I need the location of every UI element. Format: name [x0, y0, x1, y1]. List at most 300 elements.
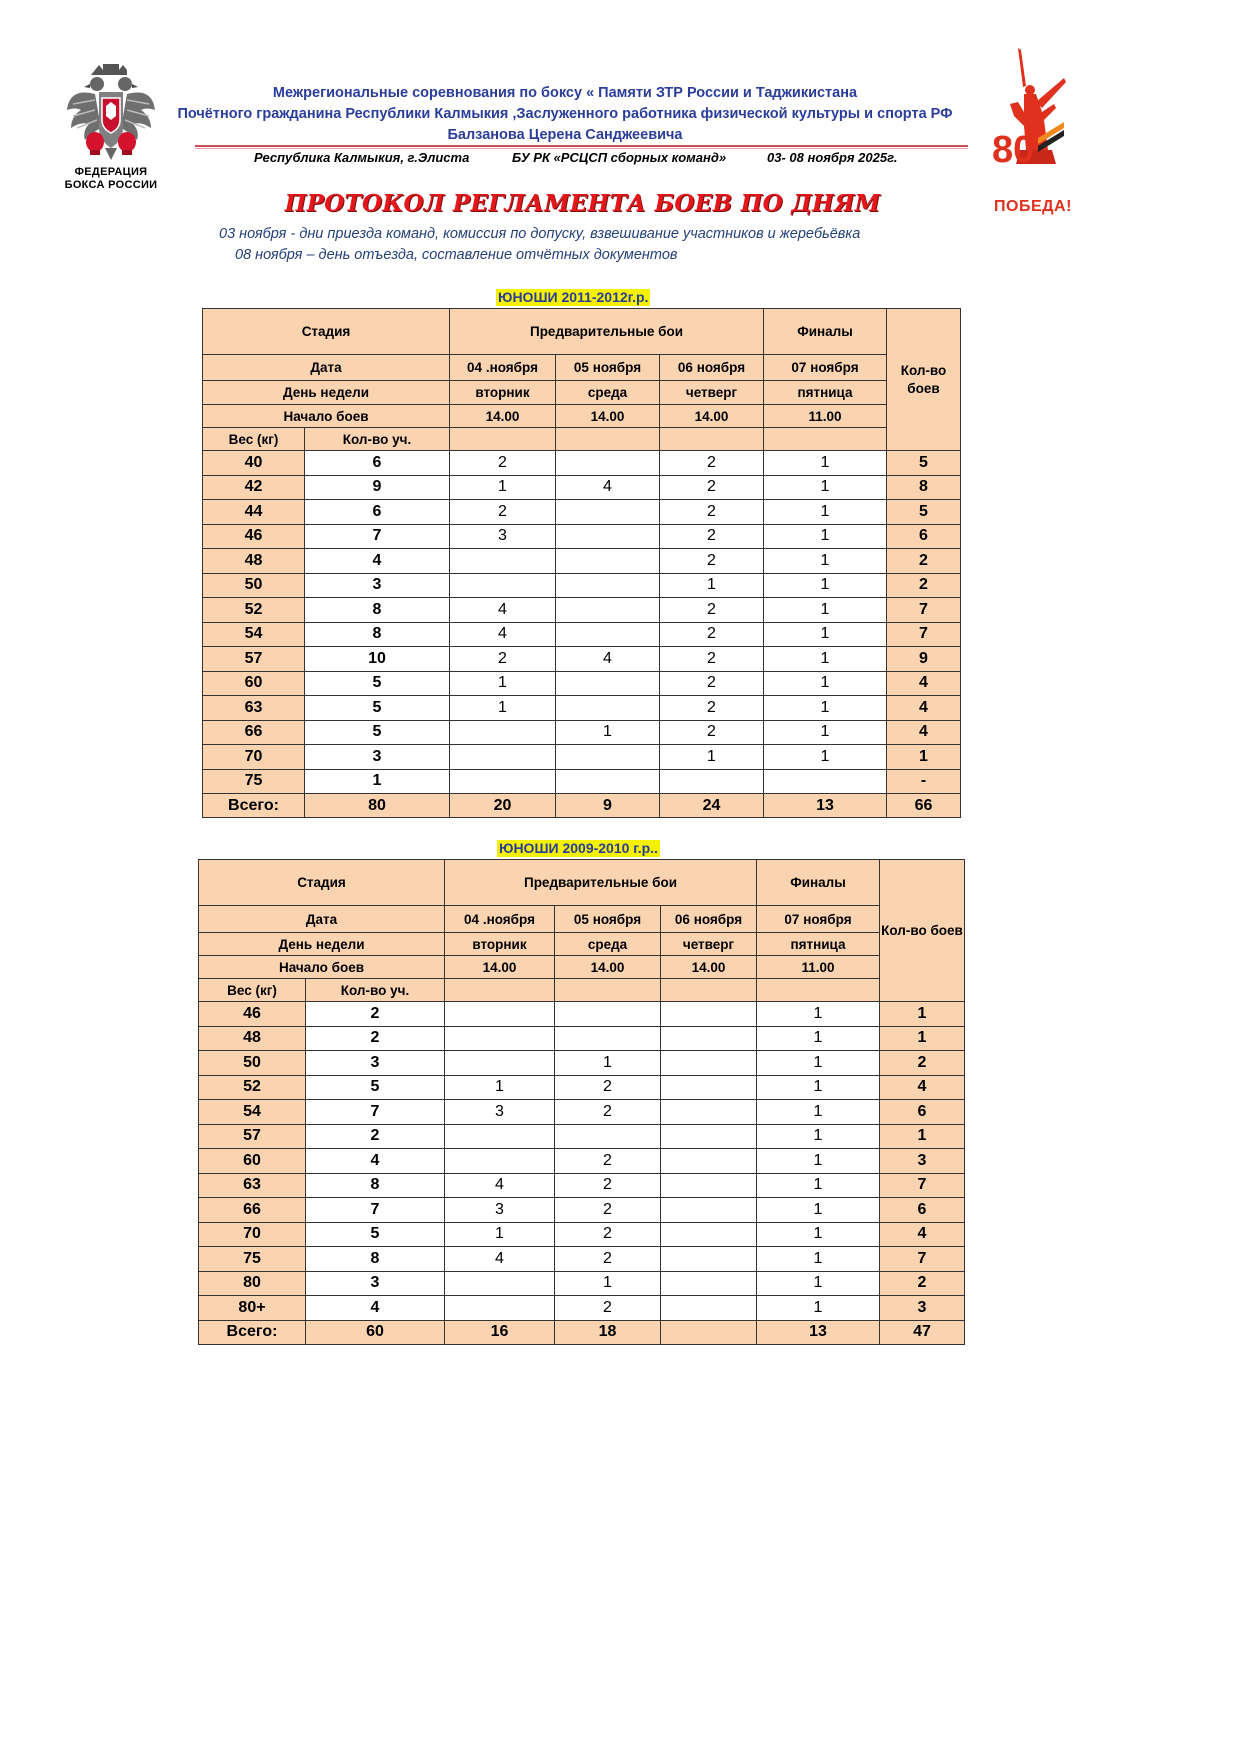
start-cell: 14.00: [660, 405, 764, 428]
day3-fights-cell: [661, 1173, 757, 1198]
header-line-3: Балзанова Церена Санджеевича: [447, 127, 683, 143]
day2-fights-cell: [556, 549, 660, 574]
finals-fights-cell: 1: [764, 598, 887, 623]
column-label-row: [199, 979, 965, 1002]
day2-fights-cell: 2: [555, 1075, 661, 1100]
finals-fights-cell: 1: [764, 475, 887, 500]
table-row: [203, 573, 961, 598]
note-arrival: 03 ноября - дни приезда команд, комиссия по допуску, взвешивание участников и жеребьёвка: [219, 226, 861, 242]
finals-header: Финалы: [764, 309, 887, 355]
participants-cell: 6: [305, 451, 450, 476]
fights-total-cell: 7: [887, 598, 961, 623]
motherland-statue-icon: [990, 46, 1070, 196]
date-cell: 04 .ноября: [445, 906, 555, 933]
finals-fights-cell: 1: [757, 1124, 880, 1149]
day1-fights-cell: 1: [445, 1222, 555, 1247]
participants-cell: 4: [306, 1149, 445, 1174]
table-row: [203, 622, 961, 647]
victory-80-badge: [990, 46, 1072, 215]
start-cell: 14.00: [445, 956, 555, 979]
day3-fights-cell: [661, 1296, 757, 1321]
table-body: [199, 1002, 965, 1321]
participants-cell: 6: [305, 500, 450, 525]
weight-cell: 70: [199, 1222, 306, 1247]
table-body: [203, 451, 961, 794]
weight-cell: 80: [199, 1271, 306, 1296]
fights-total-cell: 7: [880, 1247, 965, 1272]
fights-total-cell: 6: [887, 524, 961, 549]
weekday-cell: пятница: [764, 381, 887, 405]
table-row: [203, 769, 961, 794]
fights-total-cell: 8: [887, 475, 961, 500]
total-cell: 13: [757, 1320, 880, 1344]
stage-header: Стадия: [199, 860, 445, 906]
finals-fights-cell: 1: [764, 696, 887, 721]
day3-fights-cell: 2: [660, 598, 764, 623]
total-label: Всего:: [203, 794, 305, 818]
date-row: [203, 355, 961, 381]
finals-fights-cell: 1: [764, 745, 887, 770]
day3-fights-cell: 2: [660, 647, 764, 672]
fights-total-cell: 4: [887, 720, 961, 745]
start-time-row: [199, 956, 965, 979]
fights-total-cell: 1: [880, 1026, 965, 1051]
participants-cell: 8: [306, 1247, 445, 1272]
day2-fights-cell: [556, 622, 660, 647]
weight-cell: 75: [199, 1247, 306, 1272]
day2-fights-cell: 1: [555, 1271, 661, 1296]
date-cell: 07 ноября: [764, 355, 887, 381]
participants-cell: 7: [305, 524, 450, 549]
participants-cell: 3: [305, 573, 450, 598]
participants-label: Кол-во уч.: [305, 428, 450, 451]
table-row: [203, 671, 961, 696]
day3-fights-cell: 2: [660, 451, 764, 476]
day2-fights-cell: [556, 573, 660, 598]
weight-cell: 75: [203, 769, 305, 794]
day3-fights-cell: 2: [660, 549, 764, 574]
day2-fights-cell: 2: [555, 1149, 661, 1174]
fights-total-cell: 2: [887, 549, 961, 574]
totals-row: [199, 1320, 965, 1344]
table-row: [199, 1124, 965, 1149]
finals-fights-cell: 1: [764, 573, 887, 598]
weight-cell: 66: [199, 1198, 306, 1223]
participants-cell: 3: [305, 745, 450, 770]
weight-cell: 57: [199, 1124, 306, 1149]
table-row: [199, 1075, 965, 1100]
total-cell: 13: [764, 794, 887, 818]
day1-fights-cell: [450, 745, 556, 770]
weight-cell: 42: [203, 475, 305, 500]
day1-fights-cell: 3: [445, 1100, 555, 1125]
day1-fights-cell: [450, 573, 556, 598]
fights-count-header: Кол-во боев: [887, 309, 961, 451]
day3-fights-cell: [660, 769, 764, 794]
day3-fights-cell: 1: [660, 745, 764, 770]
day3-fights-cell: 2: [660, 500, 764, 525]
weekday-cell: среда: [556, 381, 660, 405]
day2-fights-cell: [556, 500, 660, 525]
day1-fights-cell: 4: [450, 622, 556, 647]
header-divider: [195, 145, 968, 147]
fights-total-cell: 3: [880, 1149, 965, 1174]
participants-cell: 2: [306, 1124, 445, 1149]
day3-fights-cell: [661, 1198, 757, 1223]
total-cell: 47: [880, 1320, 965, 1344]
date-cell: 05 ноября: [556, 355, 660, 381]
day2-fights-cell: [555, 1124, 661, 1149]
section-title-2009-2010: ЮНОШИ 2009-2010 г.р..: [499, 840, 658, 856]
finals-fights-cell: 1: [764, 451, 887, 476]
weight-cell: 52: [199, 1075, 306, 1100]
day1-fights-cell: [445, 1149, 555, 1174]
fights-total-cell: 1: [880, 1002, 965, 1027]
fights-count-header: Кол-во боев: [880, 860, 965, 1002]
fights-total-cell: 7: [880, 1173, 965, 1198]
total-cell: 60: [306, 1320, 445, 1344]
participants-cell: 5: [306, 1222, 445, 1247]
day1-fights-cell: [450, 720, 556, 745]
fights-total-cell: 3: [880, 1296, 965, 1321]
date-cell: 06 ноября: [660, 355, 764, 381]
weight-cell: 54: [199, 1100, 306, 1125]
finals-fights-cell: 1: [757, 1100, 880, 1125]
day2-fights-cell: [556, 769, 660, 794]
table-row: [203, 451, 961, 476]
weight-cell: 52: [203, 598, 305, 623]
start-cell: 11.00: [757, 956, 880, 979]
table-header-row: [199, 860, 965, 906]
day1-fights-cell: 2: [450, 647, 556, 672]
weekday-label: День недели: [199, 933, 445, 956]
fights-total-cell: 4: [887, 671, 961, 696]
day3-fights-cell: [661, 1075, 757, 1100]
day1-fights-cell: 2: [450, 451, 556, 476]
prelim-header: Предварительные бои: [445, 860, 757, 906]
table-header-row: [203, 309, 961, 355]
day1-fights-cell: 3: [445, 1198, 555, 1223]
weekday-cell: четверг: [661, 933, 757, 956]
finals-header: Финалы: [757, 860, 880, 906]
day3-fights-cell: 2: [660, 524, 764, 549]
table-row: [203, 696, 961, 721]
fights-total-cell: 6: [880, 1198, 965, 1223]
finals-fights-cell: 1: [764, 647, 887, 672]
participants-cell: 8: [305, 622, 450, 647]
prelim-header: Предварительные бои: [450, 309, 764, 355]
finals-fights-cell: 1: [757, 1051, 880, 1076]
day1-fights-cell: 3: [450, 524, 556, 549]
date-label: Дата: [203, 355, 450, 381]
table-row: [203, 720, 961, 745]
day1-fights-cell: [445, 1051, 555, 1076]
start-cell: 11.00: [764, 405, 887, 428]
weight-cell: 50: [203, 573, 305, 598]
weekday-cell: вторник: [445, 933, 555, 956]
participants-cell: 5: [305, 696, 450, 721]
table-row: [199, 1296, 965, 1321]
federation-logo: [62, 64, 160, 192]
finals-fights-cell: 1: [757, 1075, 880, 1100]
weight-label: Вес (кг): [203, 428, 305, 451]
schedule-table-2011-2012: [202, 308, 961, 818]
total-cell: 18: [555, 1320, 661, 1344]
finals-fights-cell: 1: [764, 524, 887, 549]
participants-cell: 2: [306, 1026, 445, 1051]
finals-fights-cell: 1: [764, 549, 887, 574]
day1-fights-cell: [445, 1271, 555, 1296]
day1-fights-cell: 4: [445, 1247, 555, 1272]
note-departure: 08 ноября – день отъезда, составление отчётных документов: [235, 247, 678, 263]
day3-fights-cell: 1: [660, 573, 764, 598]
date-row: [199, 906, 965, 933]
day2-fights-cell: 2: [555, 1198, 661, 1223]
day3-fights-cell: [661, 1247, 757, 1272]
day1-fights-cell: 1: [450, 671, 556, 696]
day2-fights-cell: 2: [555, 1173, 661, 1198]
start-cell: 14.00: [555, 956, 661, 979]
date-cell: 06 ноября: [661, 906, 757, 933]
table-row: [203, 598, 961, 623]
finals-fights-cell: 1: [757, 1198, 880, 1223]
total-label: Всего:: [199, 1320, 306, 1344]
weight-cell: 40: [203, 451, 305, 476]
participants-cell: 8: [305, 598, 450, 623]
table-row: [203, 500, 961, 525]
day3-fights-cell: [661, 1100, 757, 1125]
fights-total-cell: 4: [880, 1222, 965, 1247]
header-divider-thin: [195, 148, 968, 149]
weight-cell: 70: [203, 745, 305, 770]
participants-label: Кол-во уч.: [306, 979, 445, 1002]
day2-fights-cell: 2: [555, 1222, 661, 1247]
finals-fights-cell: 1: [764, 671, 887, 696]
location: Республика Калмыкия, г.Элиста: [254, 150, 470, 165]
table-row: [199, 1149, 965, 1174]
day2-fights-cell: [555, 1002, 661, 1027]
day2-fights-cell: 2: [555, 1296, 661, 1321]
participants-cell: 7: [306, 1100, 445, 1125]
schedule-table-2009-2010: [198, 859, 965, 1345]
day2-fights-cell: [555, 1026, 661, 1051]
total-cell: 16: [445, 1320, 555, 1344]
fights-total-cell: 1: [887, 745, 961, 770]
finals-fights-cell: 1: [757, 1149, 880, 1174]
table-row: [203, 524, 961, 549]
participants-cell: 2: [306, 1002, 445, 1027]
weight-cell: 48: [203, 549, 305, 574]
day1-fights-cell: [450, 769, 556, 794]
day3-fights-cell: [661, 1124, 757, 1149]
weight-cell: 80+: [199, 1296, 306, 1321]
day2-fights-cell: [556, 745, 660, 770]
table-row: [199, 1222, 965, 1247]
weekday-cell: вторник: [450, 381, 556, 405]
start-cell: 14.00: [450, 405, 556, 428]
fights-total-cell: 9: [887, 647, 961, 672]
weekday-cell: среда: [555, 933, 661, 956]
weight-cell: 54: [203, 622, 305, 647]
weekday-cell: четверг: [660, 381, 764, 405]
finals-fights-cell: 1: [764, 720, 887, 745]
day3-fights-cell: 2: [660, 475, 764, 500]
day2-fights-cell: 2: [555, 1247, 661, 1272]
day1-fights-cell: 4: [450, 598, 556, 623]
table-row: [199, 1002, 965, 1027]
day3-fights-cell: 2: [660, 720, 764, 745]
federation-name: ФЕДЕРАЦИЯ БОКСА РОССИИ: [64, 166, 158, 191]
total-cell: [661, 1320, 757, 1344]
fights-total-cell: 5: [887, 500, 961, 525]
date-label: Дата: [199, 906, 445, 933]
badge-word: ПОБЕДА!: [994, 198, 1072, 215]
start-label: Начало боев: [199, 956, 445, 979]
weight-label: Вес (кг): [199, 979, 306, 1002]
day1-fights-cell: 2: [450, 500, 556, 525]
fights-total-cell: 2: [887, 573, 961, 598]
day2-fights-cell: 4: [556, 475, 660, 500]
table-row: [203, 647, 961, 672]
weight-cell: 44: [203, 500, 305, 525]
finals-fights-cell: [764, 769, 887, 794]
fights-total-cell: 1: [880, 1124, 965, 1149]
day2-fights-cell: [556, 451, 660, 476]
finals-fights-cell: 1: [757, 1271, 880, 1296]
finals-fights-cell: 1: [757, 1002, 880, 1027]
day1-fights-cell: 1: [450, 475, 556, 500]
weight-cell: 66: [203, 720, 305, 745]
day1-fights-cell: [445, 1124, 555, 1149]
total-cell: 9: [556, 794, 660, 818]
date-cell: 05 ноября: [555, 906, 661, 933]
fights-total-cell: 6: [880, 1100, 965, 1125]
finals-fights-cell: 1: [757, 1247, 880, 1272]
date-cell: 04 .ноября: [450, 355, 556, 381]
weekday-label: День недели: [203, 381, 450, 405]
participants-cell: 4: [305, 549, 450, 574]
day1-fights-cell: [445, 1002, 555, 1027]
day3-fights-cell: [661, 1051, 757, 1076]
total-cell: 20: [450, 794, 556, 818]
day1-fights-cell: [445, 1296, 555, 1321]
finals-fights-cell: 1: [757, 1173, 880, 1198]
total-cell: 24: [660, 794, 764, 818]
totals-row: [203, 794, 961, 818]
day3-fights-cell: [661, 1222, 757, 1247]
day1-fights-cell: 1: [445, 1075, 555, 1100]
day1-fights-cell: 1: [450, 696, 556, 721]
event-dates: 03- 08 ноября 2025г.: [767, 150, 898, 165]
table-row: [199, 1100, 965, 1125]
section-title-2011-2012: ЮНОШИ 2011-2012г.р.: [498, 289, 649, 305]
day2-fights-cell: [556, 598, 660, 623]
day1-fights-cell: [450, 549, 556, 574]
table-row: [199, 1198, 965, 1223]
weight-cell: 46: [199, 1002, 306, 1027]
finals-fights-cell: 1: [764, 622, 887, 647]
start-cell: 14.00: [661, 956, 757, 979]
start-cell: 14.00: [556, 405, 660, 428]
weight-cell: 48: [199, 1026, 306, 1051]
fights-total-cell: 2: [880, 1051, 965, 1076]
weight-cell: 46: [203, 524, 305, 549]
table-row: [199, 1247, 965, 1272]
table-row: [199, 1026, 965, 1051]
table-row: [203, 549, 961, 574]
total-cell: 66: [887, 794, 961, 818]
participants-cell: 8: [306, 1173, 445, 1198]
weight-cell: 63: [203, 696, 305, 721]
participants-cell: 1: [305, 769, 450, 794]
day2-fights-cell: [556, 671, 660, 696]
fights-total-cell: 4: [880, 1075, 965, 1100]
header-line-1: Межрегиональные соревнования по боксу « Памяти ЗТР России и Таджикистана: [272, 85, 858, 101]
participants-cell: 5: [305, 720, 450, 745]
day3-fights-cell: [661, 1271, 757, 1296]
header-line-2: Почётного гражданина Республики Калмыкия ,Заслуженного работника физической культуры и спорта РФ: [177, 106, 953, 122]
day2-fights-cell: 1: [555, 1051, 661, 1076]
day2-fights-cell: 4: [556, 647, 660, 672]
day2-fights-cell: 1: [556, 720, 660, 745]
weekday-row: [199, 933, 965, 956]
day2-fights-cell: 2: [555, 1100, 661, 1125]
participants-cell: 5: [306, 1075, 445, 1100]
table-row: [203, 745, 961, 770]
total-cell: 80: [305, 794, 450, 818]
fights-total-cell: 5: [887, 451, 961, 476]
day3-fights-cell: [661, 1149, 757, 1174]
day2-fights-cell: [556, 696, 660, 721]
table-row: [199, 1051, 965, 1076]
finals-fights-cell: 1: [764, 500, 887, 525]
weekday-row: [203, 381, 961, 405]
fights-total-cell: -: [887, 769, 961, 794]
start-label: Начало боев: [203, 405, 450, 428]
fights-total-cell: 2: [880, 1271, 965, 1296]
venue: БУ РК «РСЦСП сборных команд»: [512, 150, 727, 165]
participants-cell: 3: [306, 1051, 445, 1076]
participants-cell: 4: [306, 1296, 445, 1321]
day3-fights-cell: 2: [660, 696, 764, 721]
date-cell: 07 ноября: [757, 906, 880, 933]
day1-fights-cell: [445, 1026, 555, 1051]
weight-cell: 57: [203, 647, 305, 672]
finals-fights-cell: 1: [757, 1026, 880, 1051]
day3-fights-cell: 2: [660, 622, 764, 647]
document-title: ПРОТОКОЛ РЕГЛАМЕНТА БОЕВ ПО ДНЯМ: [284, 190, 881, 217]
table-row: [199, 1271, 965, 1296]
day3-fights-cell: [661, 1026, 757, 1051]
stage-header: Стадия: [203, 309, 450, 355]
participants-cell: 9: [305, 475, 450, 500]
fights-total-cell: 7: [887, 622, 961, 647]
fights-total-cell: 4: [887, 696, 961, 721]
weekday-cell: пятница: [757, 933, 880, 956]
participants-cell: 3: [306, 1271, 445, 1296]
weight-cell: 60: [203, 671, 305, 696]
table-row: [203, 475, 961, 500]
day1-fights-cell: 4: [445, 1173, 555, 1198]
weight-cell: 50: [199, 1051, 306, 1076]
column-label-row: [203, 428, 961, 451]
finals-fights-cell: 1: [757, 1222, 880, 1247]
double-headed-eagle-icon: [65, 64, 157, 164]
day3-fights-cell: [661, 1002, 757, 1027]
participants-cell: 7: [306, 1198, 445, 1223]
weight-cell: 60: [199, 1149, 306, 1174]
table-row: [199, 1173, 965, 1198]
